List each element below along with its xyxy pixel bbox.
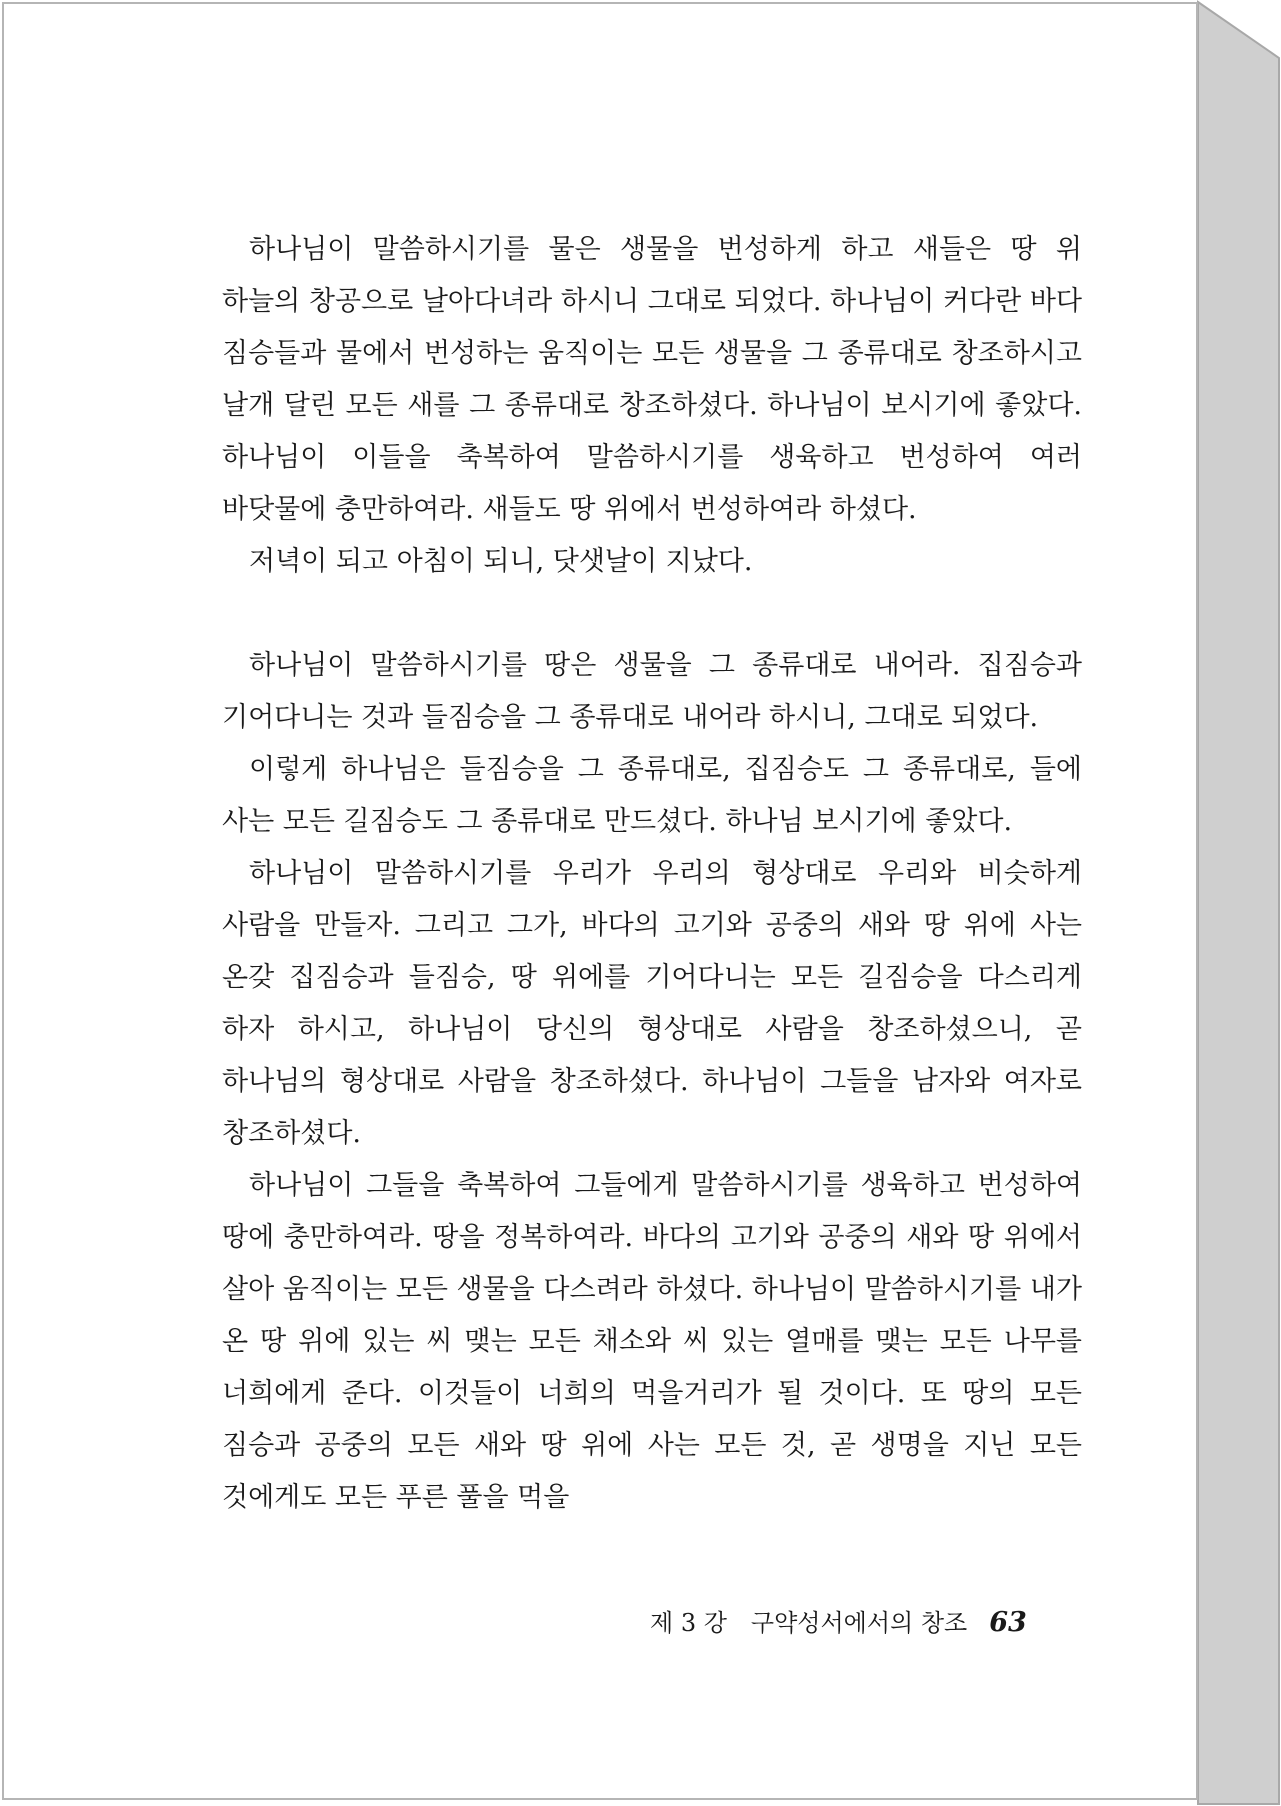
paragraph-sea-creatures: 하나님이 말씀하시기를 물은 생물을 번성하게 하고 새들은 땅 위 하늘의 창공으로 날아다녀라 하시니 그대로 되었다. 하나님이 커다란 바다 짐승들과 물에서 번성하는 움직이는 모든 생물을 그 종류대로 창조하시고 날개 달린 모든 새를 그 종류대로 창조하셨다. 하나님이 보시기에 좋았다. 하나님이 이들을 축복하여 말씀하시기를 생육하고 번성하여 여러 바닷물에 충만하여라. 새들도 땅 위에서 번성하여라 하셨다. [222, 234, 1082, 525]
page-number: 63 [989, 1607, 1027, 1638]
section-break [222, 588, 1082, 640]
paragraph-land-creatures: 하나님이 말씀하시기를 땅은 생물을 그 종류대로 내어라. 집짐승과 기어다니는 것과 들짐승을 그 종류대로 내어라 하시니, 그대로 되었다. [222, 650, 1082, 733]
chapter-label: 제 3 강 [650, 1609, 727, 1637]
chapter-title: 구약성서에서의 창조 [750, 1609, 968, 1637]
page-text [222, 224, 1082, 1524]
paragraph-beasts-made: 이렇게 하나님은 들짐승을 그 종류대로, 집짐승도 그 종류대로, 들에 사는 모든 길짐승도 그 종류대로 만드셨다. 하나님 보시기에 좋았다. [222, 754, 1082, 837]
paragraph-creation-of-man: 하나님이 말씀하시기를 우리가 우리의 형상대로 우리와 비슷하게 사람을 만들자. 그리고 그가, 바다의 고기와 공중의 새와 땅 위에 사는 온갖 집짐승과 들짐승, 땅 위에를 기어다니는 모든 길짐승을 다스리게 하자 하시고, 하나님이 당신의 형상대로 사람을 창조하셨으니, 곧 하나님의 형상대로 사람을 창조하셨다. 하나님이 그들을 남자와 여자로 창조하셨다. [222, 858, 1082, 1149]
page-footer [650, 1603, 1060, 1638]
paragraph-fifth-day: 저녁이 되고 아침이 되니, 닷샛날이 지났다. [249, 546, 753, 577]
paragraph-blessing: 하나님이 그들을 축복하여 그들에게 말씀하시기를 생육하고 번성하여 땅에 충만하여라. 땅을 정복하여라. 바다의 고기와 공중의 새와 땅 위에서 살아 움직이는 모든 생물을 다스려라 하셨다. 하나님이 말씀하시기를 내가 온 땅 위에 있는 씨 맺는 모든 채소와 씨 있는 열매를 맺는 모든 나무를 너희에게 준다. 이것들이 너희의 먹을거리가 될 것이다. 또 땅의 모든 짐승과 공중의 모든 새와 땅 위에 사는 모든 것, 곧 생명을 지닌 모든 것에게도 모든 푸른 풀을 먹을 [222, 1170, 1082, 1513]
